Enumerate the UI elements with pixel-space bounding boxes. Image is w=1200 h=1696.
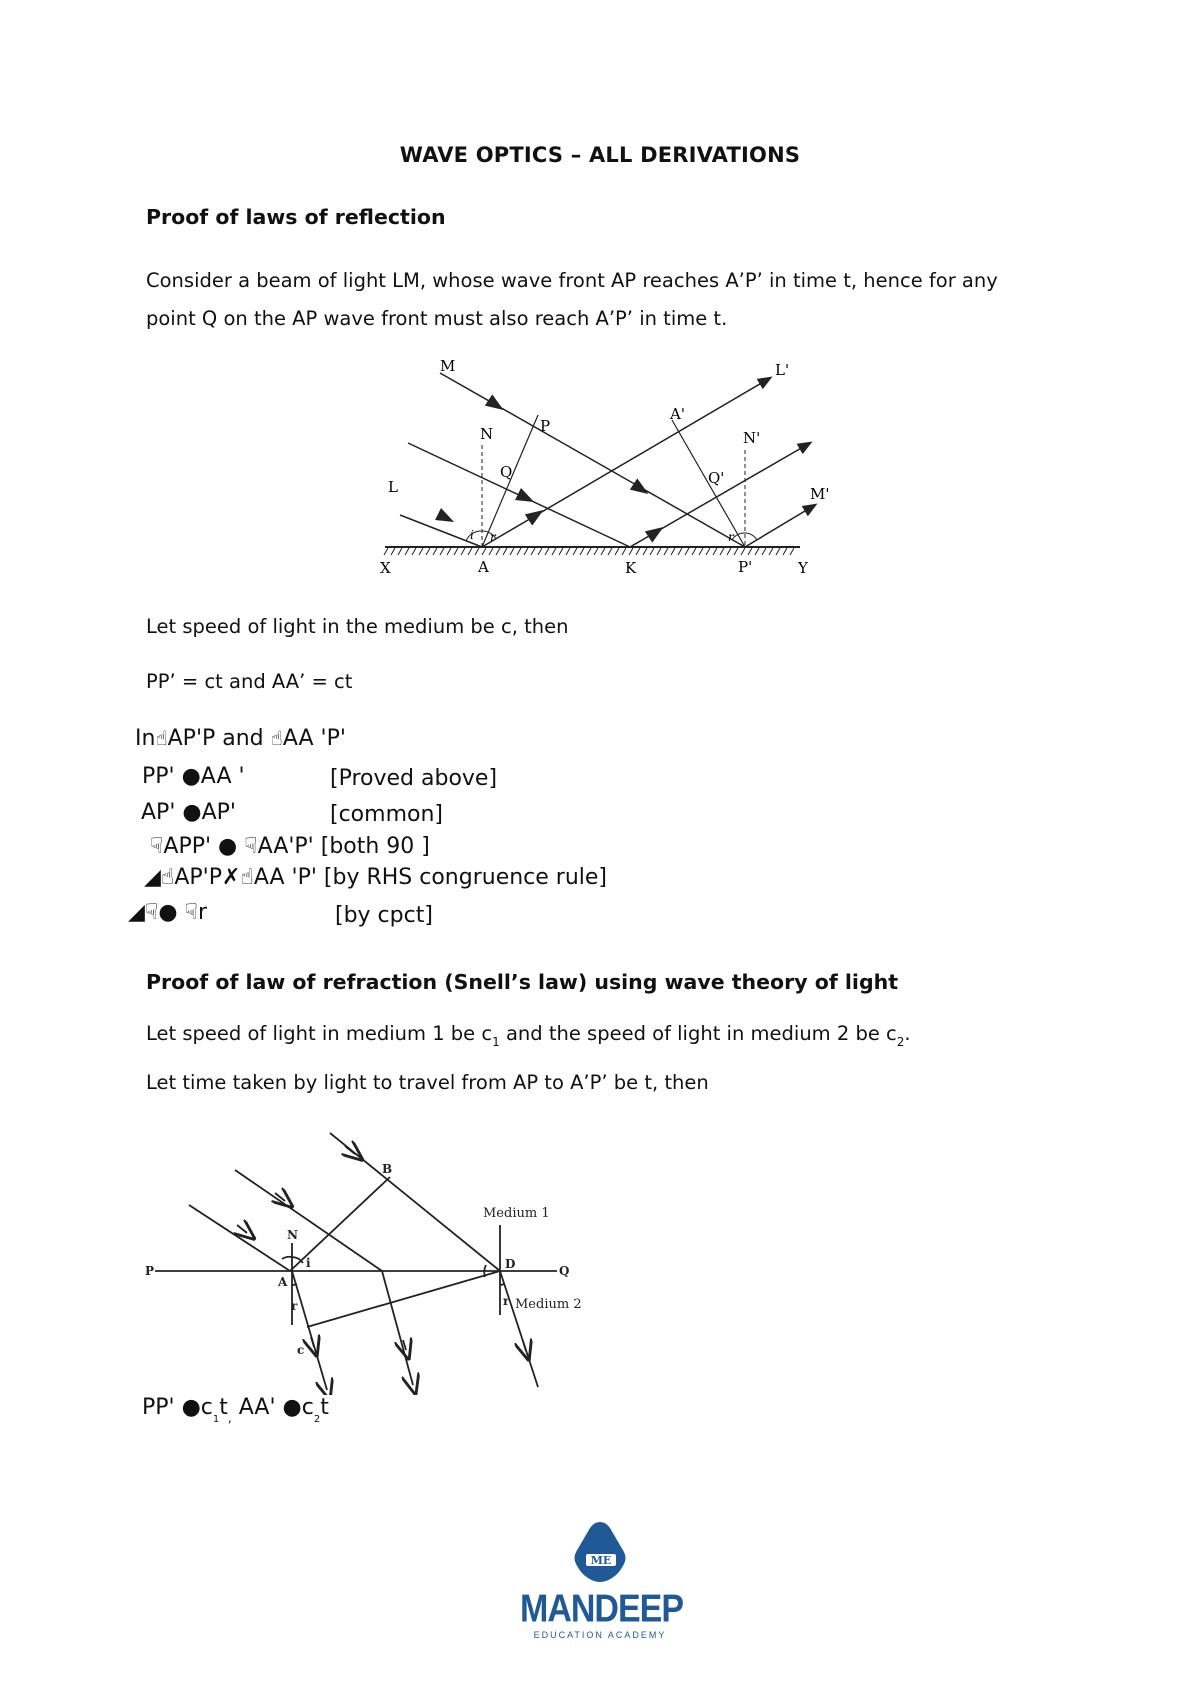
fig-label: N	[287, 1228, 298, 1242]
fig-label: A	[278, 1275, 288, 1289]
logo-mark-text: ME	[590, 1554, 612, 1567]
paragraph-line: point Q on the AP wave front must also reach A’P’ in time t.	[146, 307, 728, 330]
fig-label: P'	[738, 558, 753, 576]
fig-label: Y	[798, 559, 808, 577]
fig-label: Medium 1	[483, 1206, 550, 1221]
equation-reason: [by cpct]	[335, 903, 433, 928]
equation-reason: [Proved above]	[330, 766, 498, 791]
refraction-diagram	[145, 1125, 605, 1395]
fig-label: P	[540, 417, 551, 435]
equation-line: ◢☟● ☟r	[128, 900, 207, 925]
fig-label: i	[470, 528, 474, 542]
fig-label: Q	[500, 463, 513, 481]
fig-label: A'	[670, 405, 685, 423]
fig-label: N'	[743, 429, 761, 447]
paragraph-line: Let speed of light in medium 1 be $c_1$ and the speed of light in medium 2 be $c_2$.	[146, 1022, 911, 1049]
fig-label: c	[297, 1343, 305, 1357]
logo-tagline: EDUCATION ACADEMY	[533, 1630, 667, 1640]
page-title: WAVE OPTICS – ALL DERIVATIONS	[399, 143, 801, 167]
fig-label: Medium 2	[515, 1297, 582, 1312]
section-heading-reflection: Proof of laws of reflection	[146, 205, 446, 229]
reflection-diagram	[370, 355, 830, 580]
logo-brand: MANDEEP	[520, 1587, 684, 1631]
fig-label: r	[728, 530, 734, 544]
fig-label: Q	[559, 1264, 570, 1278]
fig-label: r	[503, 1294, 510, 1308]
fig-label: K	[625, 559, 637, 577]
paragraph-line: Let time taken by light to travel from AP to A’P’ be t, then	[146, 1071, 709, 1094]
fig-label: Q'	[708, 469, 725, 487]
paragraph-line: Consider a beam of light LM, whose wave front AP reaches A’P’ in time t, hence for any	[146, 269, 998, 292]
fig-label: M	[440, 357, 456, 375]
fig-label: X	[380, 559, 391, 577]
fig-label: P	[145, 1264, 155, 1278]
equation-line: PP' ●AA '	[142, 764, 245, 789]
equation-line: ◢☝AP'P✗☝AA 'P' [by RHS congruence rule]	[144, 865, 608, 890]
section-heading-refraction: Proof of law of refraction (Snell’s law) using wave theory of light	[146, 970, 899, 994]
equation-reason: [common]	[330, 802, 443, 827]
equation-line: ☟APP' ● ☟AA'P' [both 90 ]	[150, 834, 430, 859]
equation-line: PP' $●c_1t_,$ AA' $●c_2t$	[142, 1395, 329, 1425]
paragraph-line: PP’ = ct and AA’ = ct	[146, 670, 353, 693]
fig-label: A	[478, 558, 489, 576]
equation-line: In☝AP'P and ☝AA 'P'	[135, 726, 346, 751]
fig-label: L	[388, 478, 398, 496]
fig-label: M'	[810, 485, 830, 503]
fig-label: B	[382, 1162, 393, 1176]
fig-label: N	[480, 425, 494, 443]
fig-label: D	[505, 1257, 516, 1271]
fig-label: i	[306, 1256, 311, 1270]
fig-label: L'	[775, 361, 790, 379]
fig-label: r	[490, 530, 496, 544]
paragraph-line: Let speed of light in the medium be c, then	[146, 615, 569, 638]
equation-line: AP' ●AP'	[141, 800, 236, 825]
brand-logo	[520, 1512, 684, 1642]
fig-label: r	[291, 1299, 298, 1313]
